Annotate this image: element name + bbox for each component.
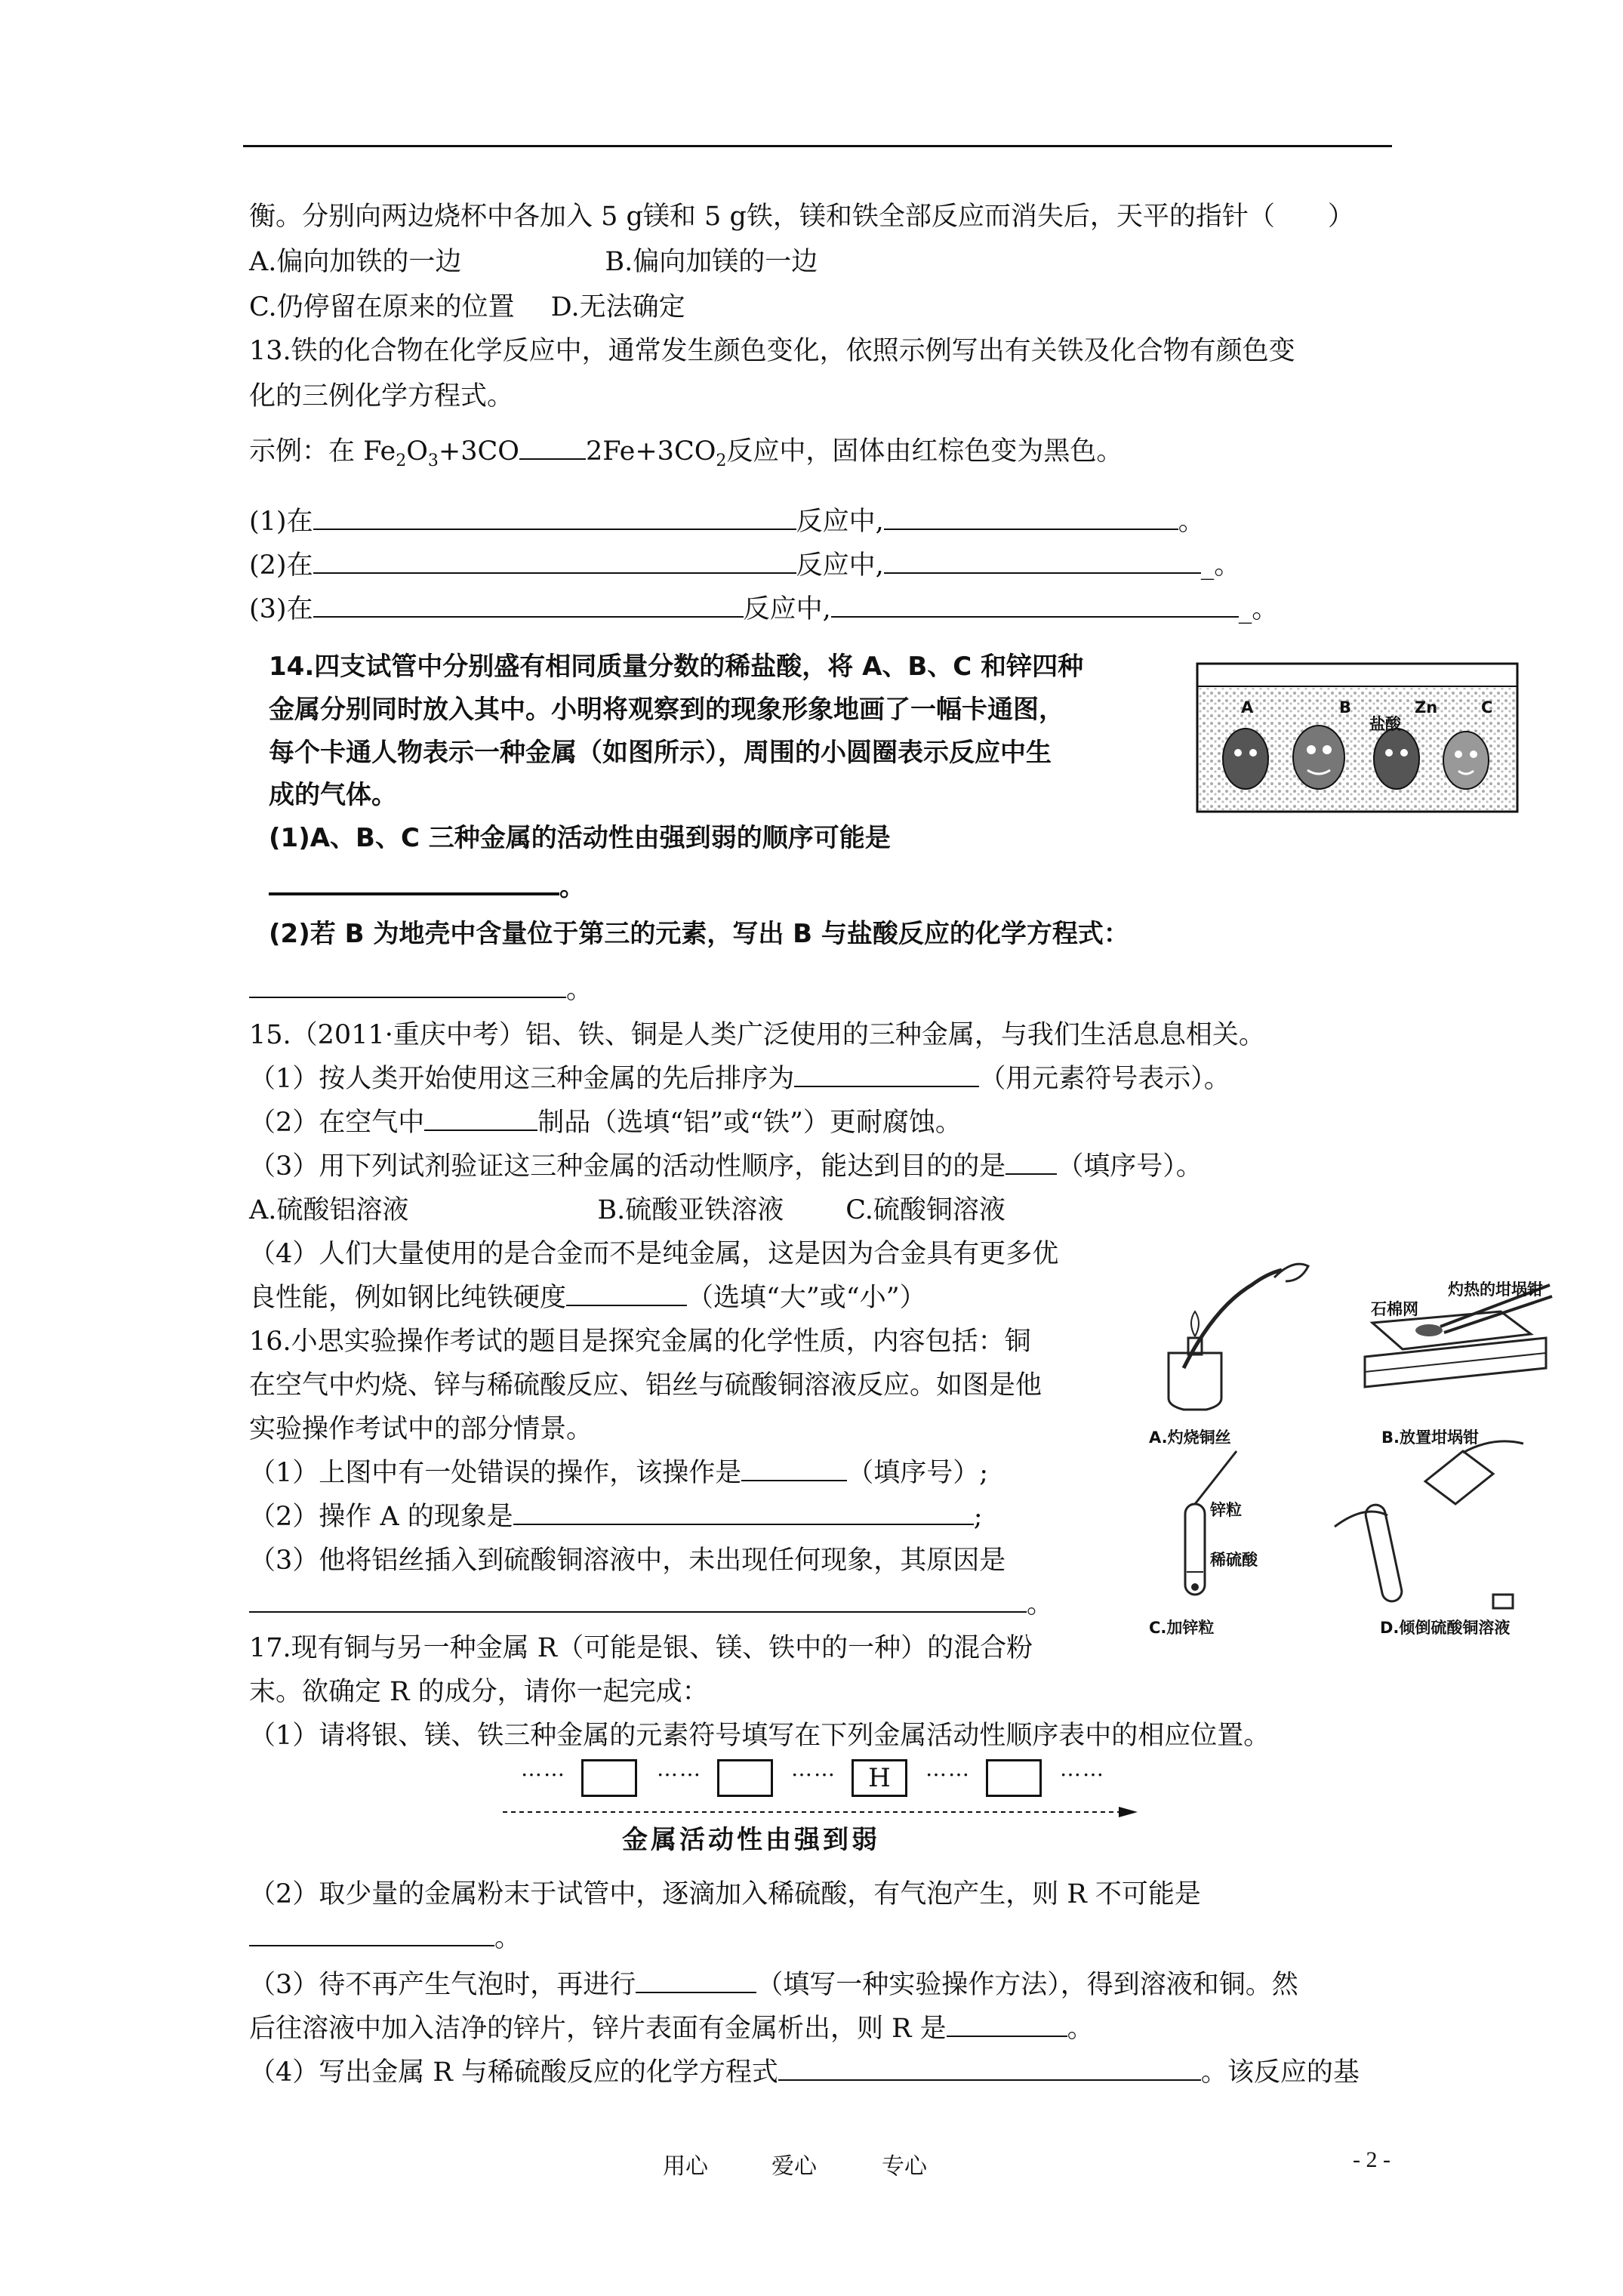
q17-line1: 17.现有铜与另一种金属 R（可能是银、镁、铁中的一种）的混合粉 (249, 1633, 1033, 1663)
q13-item-1: (1)在 反应中, 。 (249, 503, 1205, 541)
q12-option-b: B.偏向加镁的一边 (605, 247, 818, 277)
q16-part1: （1）上图中有一处错误的操作，该操作是 （填序号）; (249, 1454, 988, 1492)
q16-phenomenon-blank (513, 1498, 974, 1525)
q15-option-c: C.硫酸铜溶液 (845, 1195, 1006, 1225)
series-box-3[interactable] (986, 1759, 1042, 1797)
series-dots-2: …… (657, 1756, 702, 1781)
q14-cartoon-figure (1194, 661, 1520, 815)
beaker-cartoon-illustration (1194, 661, 1520, 815)
q13-item-3: (3)在 反应中, _。 (249, 590, 1278, 628)
q13-item2-eq-blank (313, 547, 796, 574)
q17-line2: 末。欲确定 R 的成分，请你一起完成： (249, 1677, 709, 1707)
q15-order-blank (794, 1060, 979, 1087)
q13-line1: 13.铁的化合物在化学反应中，通常发生颜色变化，依照示例写出有关铁及化合物有颜色变 (249, 336, 1295, 366)
q12-stem: 衡。分别向两边烧杯中各加入 5 g镁和 5 g铁，镁和铁全部反应而消失后，天平的指针（ ） (249, 202, 1354, 232)
q16-line2: 在空气中灼烧、锌与稀硫酸反应、铝丝与硫酸铜溶液反应。如图是他 (249, 1370, 1042, 1401)
q14-line7: (2)若 B 为地壳中含量位于第三的元素，写出 B 与盐酸反应的化学方程式： (269, 919, 1129, 949)
series-dots-5: …… (1060, 1756, 1105, 1781)
q17-equation-blank (778, 2054, 1201, 2081)
q15-options (249, 1191, 1006, 1229)
q12-option-c: C.仍停留在原来的位置 (249, 292, 515, 322)
q16-line3: 实验操作考试中的部分情景。 (249, 1414, 593, 1444)
fig-label-zinc: 锌粒 (1210, 1501, 1242, 1519)
page-number: - 2 - (1353, 2147, 1390, 2172)
q12-option-a: A.偏向加铁的一边 (249, 247, 462, 277)
q15-part3: （3）用下列试剂验证这三种金属的活动性顺序，能达到目的的是 （填序号）。 (249, 1148, 1203, 1185)
fig-label-asbestos: 石棉网 (1371, 1300, 1418, 1318)
q13-item2-desc-blank (884, 547, 1201, 574)
q17-part2-answer: 。 (249, 1919, 521, 1957)
footer-yongxin: 用心 (663, 2153, 708, 2180)
q14-line1: 14.四支试管中分别盛有相同质量分数的稀盐酸，将 A、B、C 和锌四种 (269, 652, 1084, 682)
q13-example-blank (519, 433, 586, 460)
fig-label-d: D.倾倒硫酸铜溶液 (1380, 1619, 1511, 1637)
q13-item3-eq-blank (313, 590, 744, 618)
q16-line1: 16.小思实验操作考试的题目是探究金属的化学性质，内容包括：铜 (249, 1327, 1031, 1357)
q15-reagent-blank (1006, 1148, 1057, 1175)
footer-aixin: 爱心 (771, 2153, 817, 2180)
q15-part1: （1）按人类开始使用这三种金属的先后排序为 （用元素符号表示）。 (249, 1060, 1230, 1098)
q13-item1-eq-blank (313, 503, 796, 530)
q17-part3-line1: （3）待不再产生气泡时，再进行 （填写一种实验操作方法），得到溶液和铜。然 (249, 1966, 1298, 2004)
series-arrow (500, 1804, 1141, 1820)
q14-line5: (1)A、B、C 三种金属的活动性由强到弱的顺序可能是 (269, 823, 891, 853)
series-dots-3: …… (791, 1756, 836, 1781)
header-rule (243, 145, 1392, 147)
series-dots-4: …… (925, 1756, 971, 1781)
q12-options-ab (249, 243, 818, 281)
q15-hardness-blank (566, 1279, 687, 1306)
q14-label-c: C (1481, 698, 1493, 717)
series-box-1[interactable] (581, 1759, 637, 1797)
series-box-2[interactable] (717, 1759, 773, 1797)
q14-answer1: 。 (269, 867, 585, 906)
q15-part4-line2: 良性能，例如钢比纯铁硬度 （选填“大”或“小”） (249, 1279, 926, 1317)
q14-line3: 每个卡通人物表示一种金属（如图所示），周围的小圆圈表示反应中生 (269, 738, 1052, 768)
q15-option-a: A.硫酸铝溶液 (249, 1195, 409, 1225)
q13-item1-desc-blank (884, 503, 1178, 530)
q16-experiment-figure (1138, 1255, 1561, 1647)
series-caption: 金属活动性由强到弱 (622, 1825, 880, 1855)
q14-line4: 成的气体。 (269, 780, 397, 810)
q13-line2: 化的三例化学方程式。 (249, 381, 514, 411)
q15-metal-blank (424, 1104, 537, 1131)
q17-operation-blank (636, 1966, 756, 1993)
q14-line2: 金属分别同时放入其中。小明将观察到的现象形象地画了一幅卡通图， (269, 695, 1064, 725)
q15-part4-line1: （4）人们大量使用的是合金而不是纯金属，这是因为合金具有更多优 (249, 1239, 1059, 1269)
q15-line1: 15.（2011·重庆中考）铝、铁、铜是人类广泛使用的三种金属，与我们生活息息相关。 (249, 1020, 1265, 1050)
q13-item3-desc-blank (831, 590, 1239, 618)
q15-part2: （2）在空气中 制品（选填“铝”或“铁”）更耐腐蚀。 (249, 1104, 962, 1142)
q14-label-zn: Zn (1415, 698, 1438, 717)
experiment-illustrations (1138, 1255, 1561, 1647)
fig-label-tongs: 灼热的坩埚钳 (1448, 1281, 1543, 1299)
q16-part3-answer: 。 (249, 1586, 1053, 1623)
series-dots-1: …… (521, 1756, 566, 1781)
q14-label-a: A (1241, 698, 1254, 717)
fig-label-acid: 稀硫酸 (1210, 1551, 1258, 1569)
fig-label-c: C.加锌粒 (1149, 1619, 1215, 1637)
q15-option-b: B.硫酸亚铁溶液 (597, 1195, 784, 1225)
q17-part2: （2）取少量的金属粉末于试管中，逐滴加入稀硫酸，有气泡产生，则 R 不可能是 (249, 1879, 1201, 1909)
fig-label-b: B.放置坩埚钳 (1381, 1428, 1479, 1447)
q14-label-acid: 盐酸 (1369, 715, 1401, 733)
series-box-h: H (852, 1759, 907, 1797)
q14-label-b: B (1339, 698, 1352, 717)
footer-zhuanxin: 专心 (882, 2153, 927, 2180)
q17-part3-line2: 后往溶液中加入洁净的锌片，锌片表面有金属析出，则 R 是 。 (249, 2010, 1094, 2048)
q16-part2: （2）操作 A 的现象是 ; (249, 1498, 983, 1536)
fig-label-a: A.灼烧铜丝 (1149, 1428, 1231, 1447)
q12-option-d: D.无法确定 (550, 292, 685, 322)
q14-answer2: 。 (249, 971, 593, 1009)
q13-item-2: (2)在 反应中, _。 (249, 547, 1240, 584)
q17-r-blank (947, 2010, 1067, 2037)
q16-part3: （3）他将铝丝插入到硫酸铜溶液中，未出现任何现象，其原因是 (249, 1546, 1006, 1576)
q17-part1: （1）请将银、镁、铁三种金属的元素符号填写在下列金属活动性顺序表中的相应位置。 (249, 1721, 1270, 1751)
q12-options-cd (249, 288, 685, 326)
q13-example: 示例：在 $Fe_2O_3+3CO$ $2Fe+3CO_2$反应中，固体由红棕色变为黑色。 (249, 433, 1123, 480)
q16-wrong-op-blank (741, 1454, 847, 1481)
q17-part4: （4）写出金属 R 与稀硫酸反应的化学方程式 。该反应的基 (249, 2054, 1360, 2091)
q17-not-r-blank (249, 1919, 494, 1946)
q14-order-blank (269, 867, 559, 895)
q14-equation-blank (249, 971, 566, 998)
q16-reason-blank (249, 1586, 1027, 1613)
